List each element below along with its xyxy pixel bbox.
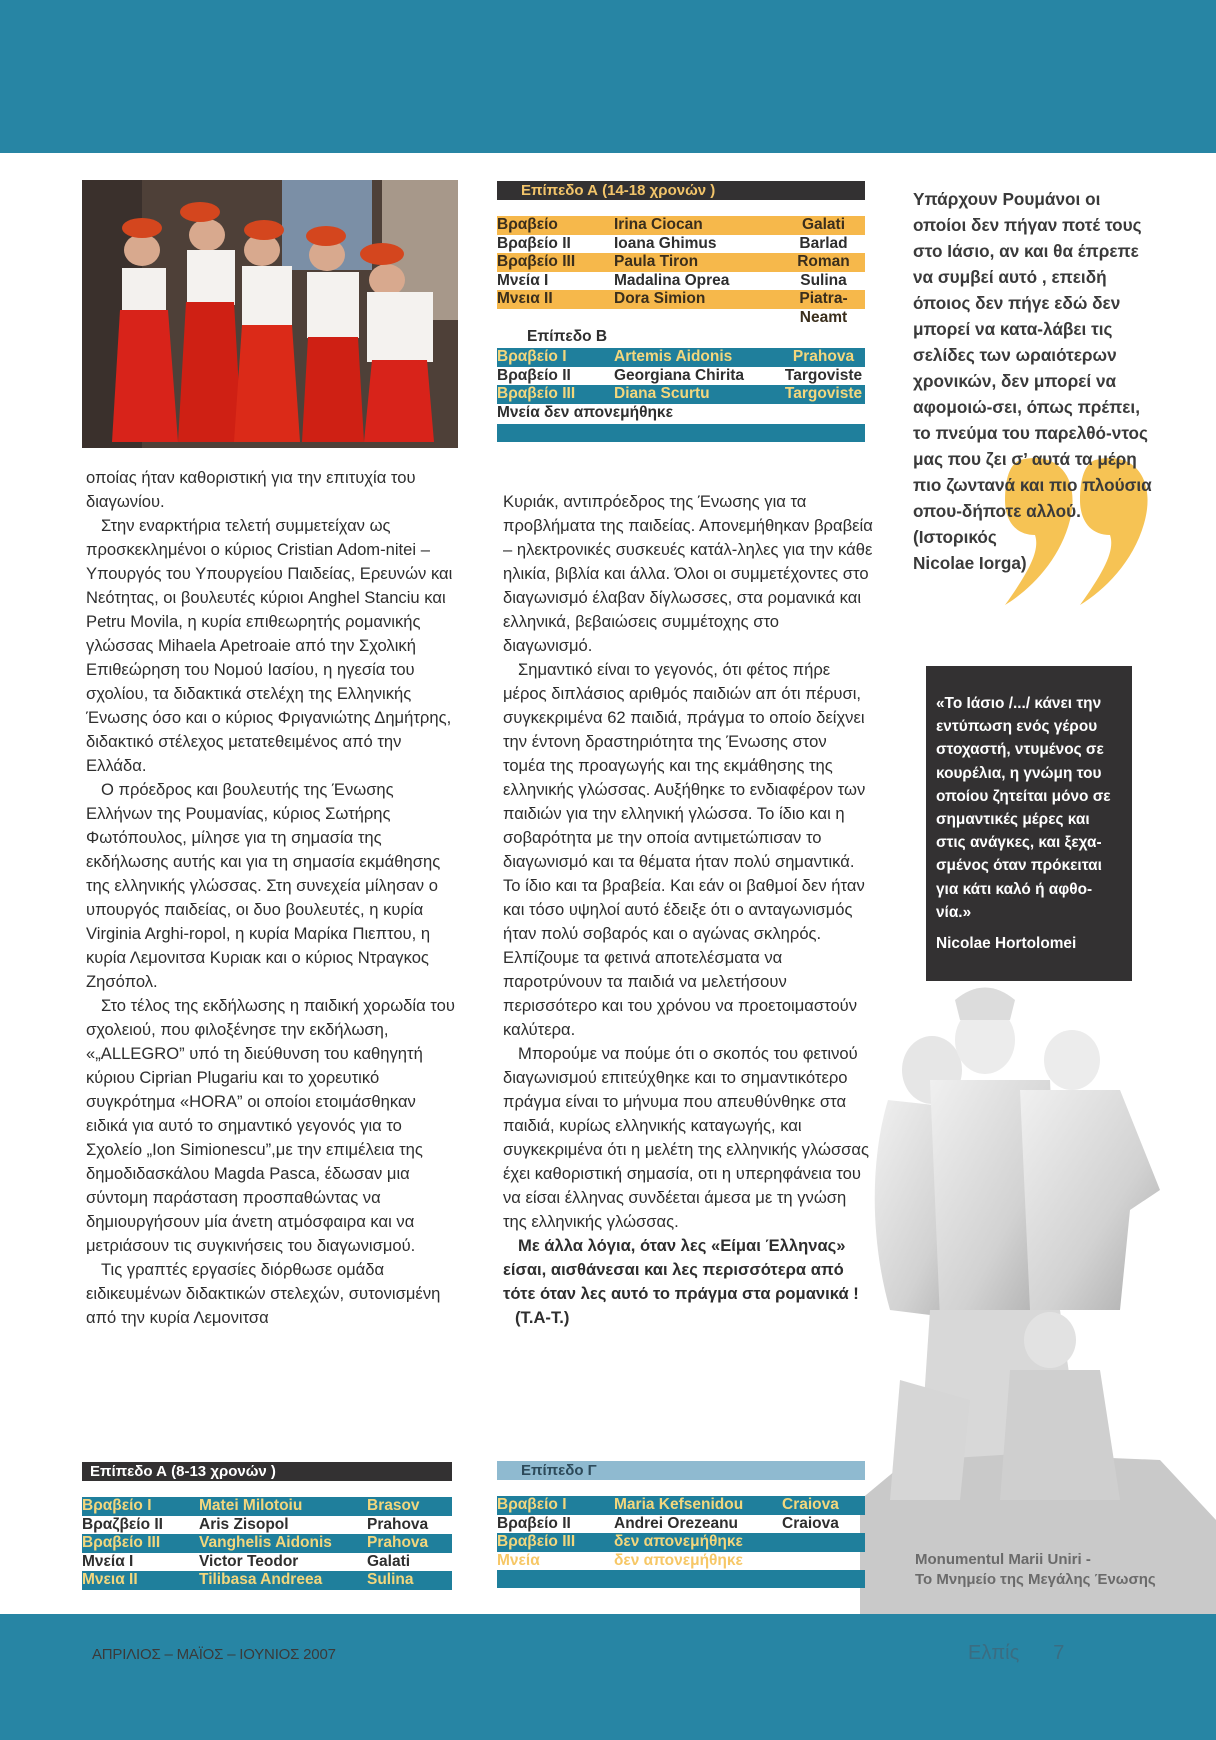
table-row (497, 253, 865, 272)
table-row (497, 290, 865, 326)
award-cell: Βραβείο III (497, 1533, 576, 1550)
page-number: 7 (1053, 1642, 1065, 1664)
table-row (497, 216, 865, 235)
photo-dancers-icon (82, 180, 458, 448)
name-cell: Victor Teodor (199, 1552, 299, 1570)
awards-table-level-b (497, 326, 865, 442)
quote-author: Nicolae Iorga) (913, 553, 1027, 573)
table-row (497, 348, 865, 367)
paragraph: Τις γραπτές εργασίες διόρθωσε ομάδα ειδικευμένων διδακτικών στελεχών, συτονισμένη από την κυρία Λεμονιτσα (86, 1260, 441, 1327)
award-cell: Βραβείο I (82, 1497, 152, 1514)
city-cell: Prahova (367, 1534, 429, 1551)
table-title: Επίπεδο Α (8-13 χρονών ) (82, 1462, 452, 1481)
table-row (497, 1515, 865, 1534)
city-cell: Sulina (367, 1571, 414, 1588)
table-row (82, 1516, 452, 1535)
quote-attribution: (Ιστορικός (913, 527, 997, 547)
city-cell: Piatra-Neamt (799, 290, 848, 326)
city-cell: Prahova (367, 1515, 429, 1533)
award-cell: Βραβείο III (82, 1534, 161, 1551)
city-cell: Prahova (792, 348, 855, 365)
award-cell: Μνεία (497, 1551, 540, 1569)
award-cell: Βραβείο II (497, 234, 571, 252)
table-row (82, 1497, 452, 1516)
footer-magazine-info (968, 1642, 1098, 1665)
paragraph: Ο πρόεδρος και βουλευτής της Ένωσης Ελλήνων της Ρουμανίας, κύριος Σωτήρης Φωτόπουλος, μίλησε για τη σημασία της εκδήλωσης αυτής και για τη σημασία εκμάθησης της ελληνικής γλώσσας. Στη συνεχεία μίλησαν ο υπουργός παιδείας, οι δυο βουλευτές, η κυρία Virginia Arghi-ropol, η κυρία Μαρίκα Πιεπτου, η κυρία Λεμονιτσα Κυριακ και ο κύριος Ντραγκος Ζησόπολ. (86, 780, 441, 991)
city-cell: Galati (801, 216, 846, 233)
statue-photo (860, 980, 1216, 1614)
quote-text: «Το Ιάσιο /.../ κάνει την εντύπωση ενός γέρου στοχαστή, ντυμένος σε κουρέλια, η γνώμη του οποίου ζητείται μόνο σε σημαντικές μέρες και στις ανάγκες, και ξεχα-σμένος όταν πρόκειται για κάτι καλό ή αφθο-νία.» (936, 695, 1111, 921)
city-cell: Sulina (800, 271, 847, 289)
name-cell: Dora Simion (614, 290, 706, 307)
caption-line-1: Monumentul Marii Uniri - (915, 1551, 1091, 1568)
award-cell: Βραζβείο II (82, 1515, 163, 1533)
article-column-1 (86, 466, 456, 1330)
name-cell: Tilibasa Andreea (199, 1571, 323, 1588)
quote-author: Nicolae Hortolomei (936, 935, 1077, 953)
city-cell: Roman (797, 253, 850, 270)
name-cell: δεν απονεμήθηκε (614, 1551, 743, 1569)
paragraph: Σημαντικό είναι το γεγονός, ότι φέτος πήρε μέρος διπλάσιος αριθμός παιδιών απ ότι πέρυσι, συγκεκριμένα 62 παιδιά, πράγμα το οποίο δείχνει την έντονη δραστηριότητα της Ένωσης στον τομέα της προαγωγής και της εκμάθησης της ελληνικής γλώσσας. Αυξήθηκε το ενδιαφέρον των παιδιών για την ελληνική γλώσσα. Το ίδιο και η σοβαρότητα με την οποία αντιμετώπισαν το διαγωνισμό και τα θέματα ήταν πολύ σημαντικά. Το ίδιο και τα βραβεία. Και εάν οι βαθμοί δεν ήταν και τόσο υψηλοί αυτό έδειξε ότι ο ανταγωνισμός ήταν πολύ σοβαρός και ο αγώνας σκληρός. Ελπίζουμε τα φετινά αποτελέσματα να παροτρύνουν τα παιδιά να μελετήσουν περισσότερο και του χρόνου να προετοιμαστούν καλύτερα. (503, 660, 866, 1039)
award-cell: Βραβείο III (497, 385, 576, 402)
award-cell: Μνεια II (82, 1571, 138, 1588)
signature: (Τ.Α-Τ.) (515, 1308, 570, 1327)
name-cell: Diana Scurtu (614, 385, 710, 402)
city-cell: Targoviste (784, 385, 863, 402)
article-column-2 (503, 490, 873, 1330)
city-cell (782, 1552, 865, 1571)
caption-line-2: Το Μνημείο της Μεγάλης Ένωσης (915, 1571, 1156, 1588)
awards-table-level-a-8-13 (82, 1462, 452, 1590)
paragraph: οποίας ήταν καθοριστική για την επιτυχία του διαγωνίου. (86, 468, 416, 511)
name-cell: Matei Milotoiu (199, 1497, 303, 1514)
statue-caption (915, 1550, 1156, 1590)
table-end-bar (497, 1570, 865, 1588)
award-cell: Βραβείο III (497, 253, 576, 270)
city-cell: Barlad (799, 234, 848, 252)
table-row (82, 1571, 452, 1590)
paragraph: Κυριάκ, αντιπρόεδρος της Ένωσης για τα προβλήματα της παιδείας. Απονεμήθηκαν βραβεία – ηλεκτρονικές συσκευές κατάλ-ληλες για την κάθε ηλικία, βιβλία και άλλα. Όλοι οι συμμετέχοντες στο διαγωνισμό έλαβαν δίγλωσσες, στα ρομανικά και ελληνικά, βεβαιώσεις συμμέτοχης στο διαγωνισμό. (503, 492, 873, 655)
table-title: Επίπεδο Β (527, 328, 608, 345)
monument-statue-icon (860, 980, 1216, 1614)
award-cell: Βραβείο II (497, 366, 571, 384)
award-cell: Βραβείο I (497, 1496, 567, 1513)
name-cell: Vanghelis Aidonis (199, 1534, 332, 1551)
hortolomei-quote-box (926, 666, 1132, 981)
name-cell: Paula Tiron (614, 253, 699, 270)
table-row (497, 367, 865, 386)
award-cell: Μνεία I (82, 1552, 134, 1570)
quote-text: Υπάρχουν Ρουμάνοι οι οποίοι δεν πήγαν ποτέ τους στο Ιάσιο, αν και θα έπρεπε να συμβεί αυτό , επειδή όποιος δεν πήγε εδώ δεν μπορεί να κατα-λάβει τις σελίδες των ωραιότερων χρονικών, δεν μπορεί να αφομοιώ-σει, όπως πρέπει, το πνεύμα του παρελθό-ντος μας που ζει σ’ αυτά τα μέρη πιο ζωντανά και πιο πλούσια οπου-δήποτε αλλού. (913, 189, 1152, 521)
name-cell: Maria Kefsenidou (614, 1496, 744, 1513)
paragraph: Μπορούμε να πούμε ότι ο σκοπός του φετινού διαγωνισμού επιτεύχθηκε και το σημαντικότερο πράγμα είναι το μήνυμα που απευθύνθηκε στα παιδιά, κυρίως ελληνικής καταγωγής, και συγκεκριμένα ότι η μελέτη της ελληνικής γλώσσας έχει καθοριστική σημασία, οτι η υπερηφάνεια του να είσαι έλληνας συνδέεται άμεσα με τη γνώση της ελληνικής γλώσσας. (503, 1044, 870, 1231)
award-cell: Μνεία I (497, 271, 549, 289)
award-cell: Βραβείο II (497, 1514, 571, 1532)
city-cell (782, 1533, 865, 1552)
magazine-name: Ελπίς (968, 1642, 1020, 1664)
city-cell: Craiova (782, 1496, 839, 1513)
paragraph: Στο τέλος της εκδήλωσης η παιδική χορωδία του σχολειού, που φιλοξένησε την εκδήλωση, «„ALLEGRO” υπό τη διεύθυνση του καθηγητή κύριου Ciprian Plugariu και το χορευτικό συγκρότημα «HORA” οι οποίοι ετοιμάσθηκαν ειδικά για αυτό το σημαντικό γεγονός για το Σχολείο „Ion Simionescu”,με την επιμέλεια της δημοδιδασκάλου Magda Pasca, έδωσαν μια σύντομη παράσταση προσπαθώντας να δημιουργήσουν μία άνετη ατμόσφαιρα και να μετριάσουν τις συγκινήσεις του διαγωνισμού. (86, 996, 455, 1255)
table-row (497, 385, 865, 404)
footer-band (0, 1614, 1216, 1740)
name-cell: Ioana Ghimus (614, 234, 717, 252)
awards-table-level-a-14-18 (497, 181, 865, 326)
award-cell: Βραβείο I (497, 348, 567, 365)
table-title: Επίπεδο Γ (497, 1461, 865, 1480)
name-cell: Madalina Oprea (614, 271, 730, 289)
iorga-quote (913, 186, 1153, 576)
awards-table-level-g (497, 1461, 865, 1588)
dancers-photo (82, 180, 458, 448)
header-band (0, 0, 1216, 153)
bold-paragraph: Με άλλα λόγια, όταν λες «Είμαι Έλληνας» είσαι, αισθάνεσαι και λες περισσότερα από τότε όταν λες αυτό το πράγμα στα ρομανικά ! (503, 1236, 859, 1303)
table-row (497, 1533, 865, 1552)
table-row (82, 1534, 452, 1553)
name-cell: Georgiana Chirita (614, 366, 745, 384)
issue-date: ΑΠΡΙΛΙΟΣ – ΜΑΪΟΣ – ΙΟΥΝΙΟΣ 2007 (92, 1646, 336, 1663)
table-row (82, 1553, 452, 1572)
city-cell: Brasov (367, 1497, 420, 1514)
name-cell: Aris Zisopol (199, 1515, 289, 1533)
table-row (497, 272, 865, 291)
table-row (497, 1552, 865, 1571)
table-row (497, 235, 865, 254)
table-row (497, 1496, 865, 1515)
table-note: Μνεία δεν απονεμήθηκε (497, 403, 673, 421)
name-cell: δεν απονεμήθηκε (614, 1533, 743, 1550)
name-cell: Artemis Aidonis (614, 348, 733, 365)
city-cell: Galati (367, 1552, 411, 1570)
award-cell: Μνεια II (497, 290, 553, 307)
name-cell: Irina Ciocan (614, 216, 703, 233)
paragraph: Στην εναρκτήρια τελετή συμμετείχαν ως προσκεκλημένοι ο κύριος Cristian Adom-nitei – Υπουργός του Υπουργείου Παιδείας, Ερευνών και Νεότητας, οι βουλευτές κύριοι Anghel Stanciu και Petru Movila, η κυρία επιθεωρητής ρομανικής γλώσσας Mihaela Apetroaie από την Σχολική Επιθεώρηση του Νομού Ιασίου, η ηγεσία του σχολίου, τα διδακτικά στελέχη της Ελληνικής Ένωσης όσο και ο κύριος Φριγανιώτης Δημήτρης, διδακτικό στέλεχος μετατεθειμένος από την Ελλάδα. (86, 516, 453, 775)
table-note-row (497, 404, 865, 423)
city-cell: Craiova (782, 1514, 839, 1532)
award-cell: Βραβείο (497, 216, 558, 233)
name-cell: Andrei Orezeanu (614, 1514, 739, 1532)
table-title: Επίπεδο Α (14-18 χρονών ) (497, 181, 865, 200)
city-cell: Targoviste (784, 366, 863, 384)
table-end-bar (497, 424, 865, 442)
